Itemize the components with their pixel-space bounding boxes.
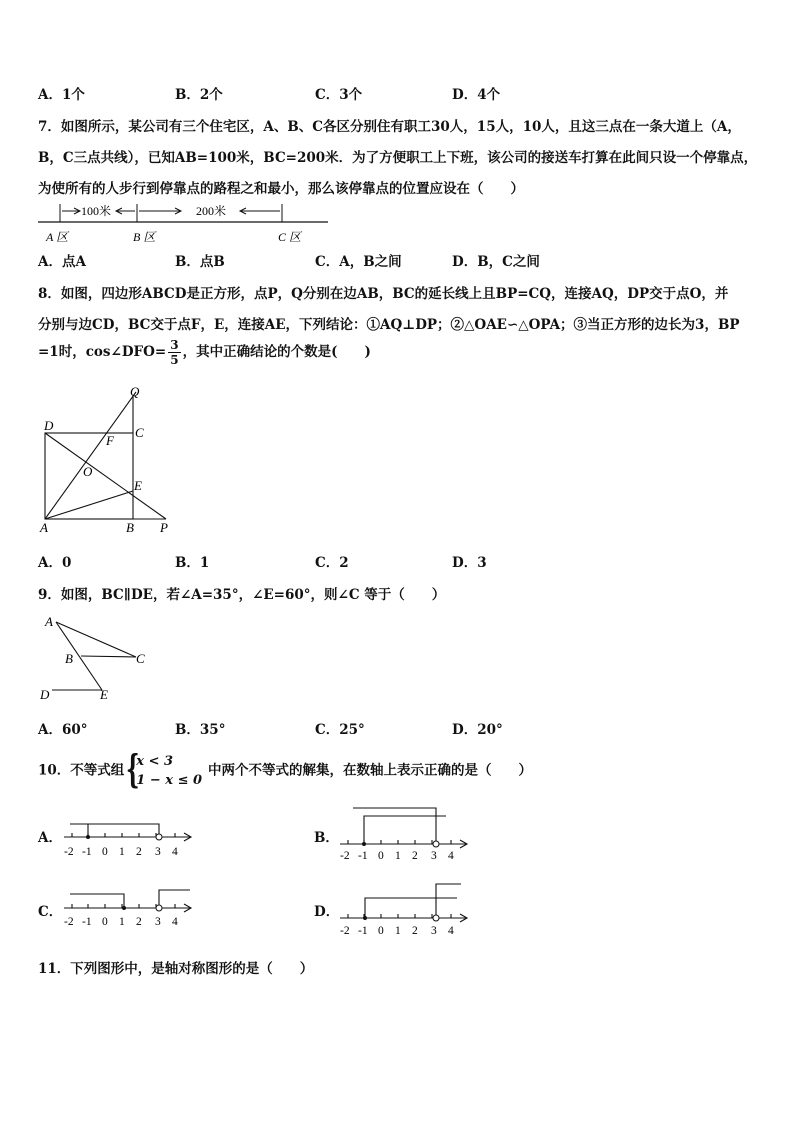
tick-label: 3: [431, 925, 437, 937]
q8-stem-line2: 分别与边CD，BC交于点F，E，连接AE，下列结论：①AQ⊥DP；②△OAE∽△OPA；③当正方形的边长为3，BP: [38, 317, 740, 333]
tick-label: 1: [119, 916, 125, 928]
inequality-1: x < 3: [136, 754, 174, 769]
q9-option-a: A．60°: [38, 722, 88, 738]
inequality-system: [126, 746, 203, 791]
q10-option-a-letter: A．: [38, 830, 62, 846]
q9-triangle-figure: [36, 610, 156, 702]
label-f: F: [106, 433, 114, 448]
tick-label: 1: [395, 925, 401, 937]
q10-option-c-numberline: [60, 880, 200, 936]
tick-label: 2: [412, 925, 418, 937]
q6-option-d: D．4个: [452, 87, 501, 103]
tick-label: -1: [358, 850, 368, 862]
tick-label: 0: [378, 850, 384, 862]
tick-label: -1: [82, 916, 92, 928]
q7-option-a: A．点A: [38, 254, 86, 270]
tick-label: 4: [172, 916, 178, 928]
q7-option-c: C．A，B之间: [315, 254, 402, 270]
tick-label: 0: [102, 916, 108, 928]
tick-label: -1: [358, 925, 368, 937]
bc-distance-label: 200米: [196, 204, 227, 218]
label-a: A: [40, 520, 48, 535]
label-c: C: [136, 651, 145, 666]
label-d: D: [40, 687, 50, 702]
tick-label: 0: [102, 846, 108, 858]
solution-bracket-left: [365, 898, 457, 918]
tick-label: 2: [412, 850, 418, 862]
q10-option-d-letter: D．: [314, 904, 340, 920]
tick-label: 4: [448, 925, 454, 937]
tick-label: -2: [64, 846, 74, 858]
q10-option-d-numberline: [336, 878, 476, 938]
tick-label: 4: [448, 850, 454, 862]
open-dot: [433, 915, 439, 921]
q7-stem-line3: 为使所有的人步行到停靠点的路程之和最小，那么该停靠点的位置应设在（ ）: [38, 181, 524, 197]
tick-label: 3: [155, 846, 161, 858]
q9-option-d: D．20°: [452, 722, 503, 738]
q10-stem: [38, 746, 533, 791]
q7-road-figure: [36, 198, 336, 246]
q8-option-a: A．0: [38, 555, 72, 571]
label-e: E: [134, 478, 142, 493]
tick-label: -1: [82, 846, 92, 858]
q7-option-d: D．B，C之间: [452, 254, 540, 270]
segment-bc: [81, 656, 136, 657]
ab-distance-label: 100米: [81, 204, 112, 218]
zone-c-label: C 区: [278, 230, 302, 244]
line-aq: [45, 392, 136, 519]
q10-suffix: 中两个不等式的解集，在数轴上表示正确的是（ ）: [208, 762, 533, 779]
q6-option-c: C．3个: [315, 87, 363, 103]
label-e: E: [100, 687, 108, 702]
zone-b-label: B 区: [133, 230, 156, 244]
tick-label: -2: [340, 925, 350, 937]
brace-icon: {: [126, 746, 140, 791]
label-q: Q: [130, 384, 140, 399]
fraction: [168, 338, 180, 367]
q11-stem: 11．下列图形中，是轴对称图形的是（ ）: [38, 961, 314, 977]
tick-label: 2: [136, 846, 142, 858]
q6-option-a: A．1个: [38, 87, 85, 103]
tick-label: 1: [395, 850, 401, 862]
solid-dot: [122, 906, 126, 910]
q7-stem-line2: B，C三点共线），已知AB=100米，BC=200米．为了方便职工上下班，该公司的接送车打算在此间只设一个停靠点，: [38, 150, 758, 166]
tick-label: 3: [155, 916, 161, 928]
solution-bracket-right: [88, 824, 159, 837]
q9-option-c: C．25°: [315, 722, 365, 738]
label-b: B: [65, 651, 73, 666]
tick-label: -2: [64, 916, 74, 928]
solution-bracket-left: [70, 824, 88, 837]
open-dot: [433, 841, 439, 847]
solution-bracket-left: [364, 816, 446, 844]
q10-option-b-letter: B．: [314, 830, 339, 846]
q10-option-a-numberline: [60, 806, 200, 862]
q10-option-c-letter: C．: [38, 904, 63, 920]
open-dot: [156, 905, 162, 911]
label-a: A: [45, 614, 53, 629]
label-b: B: [126, 520, 134, 535]
tick-label: 2: [136, 916, 142, 928]
q8-square-figure: [34, 384, 184, 538]
segment-ae: [45, 491, 133, 519]
solution-bracket-right: [436, 884, 461, 918]
open-dot: [156, 834, 162, 840]
solution-bracket-left: [70, 894, 124, 908]
fraction-denominator: 5: [170, 353, 179, 367]
solid-dot: [363, 916, 367, 920]
tick-label: -2: [340, 850, 350, 862]
q7-stem-line1: 7．如图所示，某公司有三个住宅区，A、B、C各区分别住有职工30人，15人，10人，且这三点在一条大道上（A，: [38, 119, 741, 135]
tick-label: 1: [119, 846, 125, 858]
q8-option-d: D．3: [452, 555, 487, 571]
inequality-2: 1 − x ≤ 0: [136, 773, 203, 788]
q7-option-b: B．点B: [175, 254, 225, 270]
q8-option-c: C．2: [315, 555, 349, 571]
label-c: C: [135, 425, 144, 440]
q10-option-b-numberline: [336, 806, 476, 862]
q8-line3-post: ，其中正确结论的个数是( ): [182, 344, 371, 360]
label-d: D: [44, 418, 54, 433]
q8-option-b: B．1: [175, 555, 210, 571]
label-o: O: [83, 464, 93, 479]
zone-a-label: A 区: [46, 230, 69, 244]
tick-label: 0: [378, 925, 384, 937]
q8-line3-pre: =1时，cos∠DFO=: [38, 344, 167, 360]
tick-label: 4: [172, 846, 178, 858]
q8-stem-line1: 8．如图，四边形ABCD是正方形，点P，Q分别在边AB，BC的延长线上且BP=CQ，连接AQ，DP交于点O，并: [38, 286, 729, 302]
solid-dot: [362, 842, 366, 846]
solid-dot: [86, 835, 90, 839]
q10-prefix: 10．不等式组: [38, 762, 125, 779]
q8-stem-line3: [38, 338, 371, 367]
fraction-numerator: 3: [170, 338, 179, 352]
q9-stem: 9．如图，BC∥DE，若∠A=35°，∠E=60°，则∠C 等于（ ）: [38, 587, 446, 603]
solution-bracket-right: [353, 808, 436, 844]
q9-option-b: B．35°: [175, 722, 226, 738]
tick-label: 3: [431, 850, 437, 862]
label-p: P: [160, 520, 168, 535]
q6-option-b: B．2个: [175, 87, 223, 103]
